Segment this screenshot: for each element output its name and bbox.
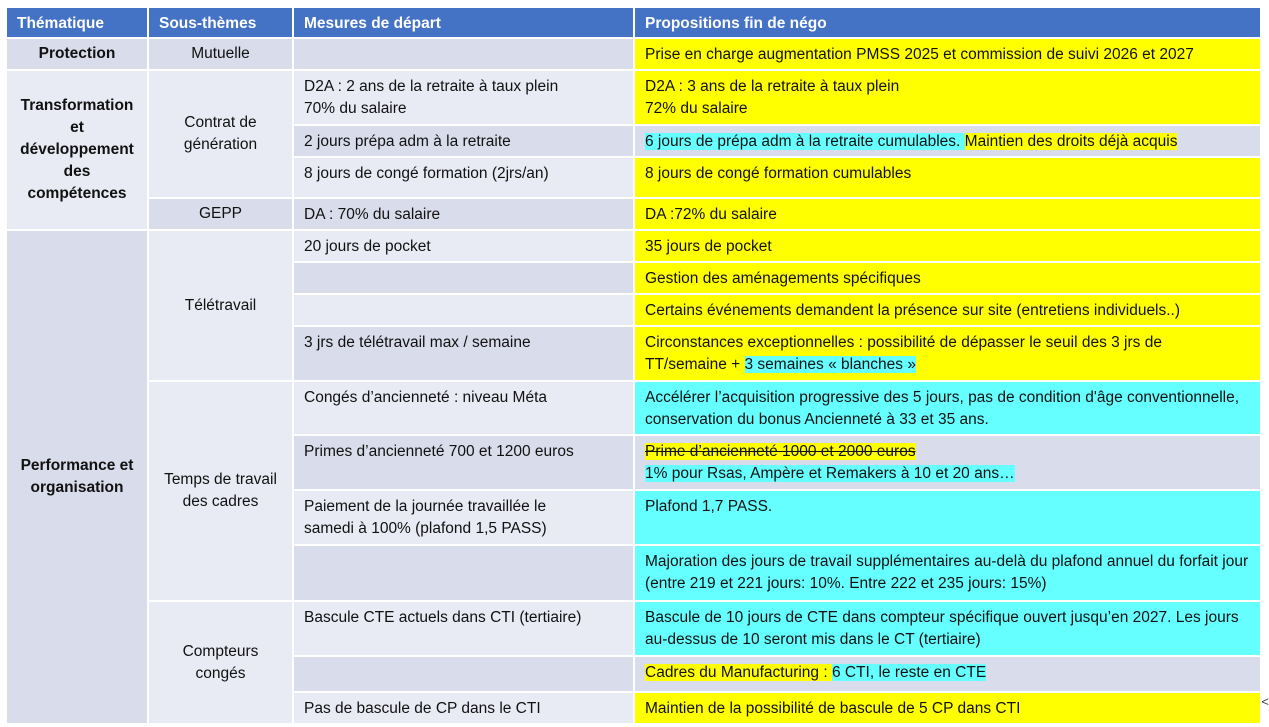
strikethrough-text: Prime d’ancienneté 1000 et 2000 euros <box>645 443 916 460</box>
mesure-bascule-cp: Pas de bascule de CP dans le CTI <box>293 692 634 724</box>
subtheme-line: Contrat de <box>184 114 257 131</box>
highlight-cyan: 6 CTI, le reste en CTE <box>831 664 987 681</box>
proposition-evenements: Certains événements demandent la présence sur site (entretiens individuels..) <box>634 294 1261 326</box>
highlight-cyan: 6 jours de prépa adm à la retraite cumulables. <box>645 133 965 150</box>
table-row <box>6 198 1261 230</box>
proposition-bascule-10: Bascule de 10 jours de CTE dans compteur spécifique ouvert jusqu’en 2027. Les jours au-dessus de 10 seront mis dans le CT (tertiaire) <box>634 601 1261 656</box>
proposition-primes <box>634 435 1261 490</box>
proposition-line: TT/semaine + <box>645 356 745 373</box>
theme-line: développement <box>20 141 134 158</box>
proposition-manufacturing <box>634 656 1261 692</box>
table-row <box>6 381 1261 435</box>
mesure-line: Paiement de la journée travaillée le <box>304 498 547 515</box>
proposition-da: DA :72% du salaire <box>634 198 1261 230</box>
mesure-prepa: 2 jours prépa adm à la retraite <box>293 125 634 157</box>
proposition-majoration: Majoration des jours de travail supplémentaires au-delà du plafond annuel du forfait jour (entre 219 et 221 jours: 10%. Entre 222 et 235 jours: 15%) <box>634 545 1261 601</box>
mesure-empty <box>293 656 634 692</box>
subtheme-line: des cadres <box>182 493 259 510</box>
mesure-empty <box>293 38 634 70</box>
mesure-d2a <box>293 70 634 125</box>
subtheme-line: Temps de travail <box>164 471 277 488</box>
proposition-accelerer: Accélérer l’acquisition progressive des 5 jours, pas de condition d'âge conventionnelle, conservation du bonus Ancienneté à 33 et 35 ans. <box>634 381 1261 435</box>
mesure-pocket: 20 jours de pocket <box>293 230 634 262</box>
mesure-line: samedi à 100% (plafond 1,5 PASS) <box>304 520 547 537</box>
mesure-da: DA : 70% du salaire <box>293 198 634 230</box>
theme-line: Performance et <box>20 457 134 474</box>
highlight-yellow: Maintien des droits déjà acquis <box>964 133 1178 150</box>
theme-line: Transformation <box>20 97 134 114</box>
proposition-d2a <box>634 70 1261 125</box>
theme-transformation <box>6 70 148 230</box>
proposition-prepa <box>634 125 1261 157</box>
negotiation-table <box>5 6 1262 725</box>
header-thematique: Thématique <box>6 7 148 38</box>
subtheme-line: Compteurs <box>182 642 259 660</box>
theme-line: des <box>63 163 91 180</box>
mesure-tt-max: 3 jrs de télétravail max / semaine <box>293 326 634 381</box>
edge-glyph: < <box>1261 694 1269 709</box>
table-row <box>6 601 1261 656</box>
subtheme-line: congés <box>195 664 246 682</box>
proposition-amenagements: Gestion des aménagements spécifiques <box>634 262 1261 294</box>
proposition-plafond: Plafond 1,7 PASS. <box>634 490 1261 545</box>
proposition-conge-formation: 8 jours de congé formation cumulables <box>634 157 1261 198</box>
header-sous-themes: Sous-thèmes <box>148 7 293 38</box>
mesure-empty <box>293 545 634 601</box>
theme-line: et <box>70 119 84 136</box>
subtheme-temps <box>148 381 293 601</box>
subtheme-line: génération <box>183 136 258 153</box>
mesure-line: 70% du salaire <box>304 100 407 117</box>
subtheme-teletravail: Télétravail <box>148 230 293 381</box>
mesure-conges-anciennete: Congés d’ancienneté : niveau Méta <box>293 381 634 435</box>
proposition-pmss: Prise en charge augmentation PMSS 2025 et commission de suivi 2026 et 2027 <box>634 38 1261 70</box>
mesure-empty <box>293 262 634 294</box>
mesure-primes-anciennete: Primes d’ancienneté 700 et 1200 euros <box>293 435 634 490</box>
mesure-line: D2A : 2 ans de la retraite à taux plein <box>304 78 559 95</box>
mesure-conge-formation: 8 jours de congé formation (2jrs/an) <box>293 157 634 198</box>
mesure-paiement-samedi <box>293 490 634 545</box>
proposition-line: Circonstances exceptionnelles : possibilité de dépasser le seuil des 3 jrs de <box>645 334 1162 351</box>
proposition-pocket: 35 jours de pocket <box>634 230 1261 262</box>
mesure-empty <box>293 294 634 326</box>
subtheme-compteurs <box>148 601 293 724</box>
header-row <box>6 7 1261 38</box>
table-row <box>6 230 1261 262</box>
proposition-line: 72% du salaire <box>645 100 748 117</box>
header-mesures: Mesures de départ <box>293 7 634 38</box>
proposition-maintien-cp: Maintien de la possibilité de bascule de 5 CP dans CTI <box>634 692 1261 724</box>
theme-line: organisation <box>30 479 124 496</box>
subtheme-contrat <box>148 70 293 198</box>
subtheme-gepp: GEPP <box>148 198 293 230</box>
theme-line: compétences <box>27 185 127 202</box>
theme-performance <box>6 230 148 724</box>
proposition-circonstances <box>634 326 1261 381</box>
theme-protection: Protection <box>6 38 148 70</box>
subtheme-mutuelle: Mutuelle <box>148 38 293 70</box>
highlight-cyan: 1% pour Rsas, Ampère et Remakers à 10 et 20 ans… <box>645 465 1015 482</box>
proposition-line: D2A : 3 ans de la retraite à taux plein <box>645 78 900 95</box>
table-row <box>6 70 1261 125</box>
highlight-yellow: Cadres du Manufacturing : <box>645 664 832 681</box>
header-propositions: Propositions fin de négo <box>634 7 1261 38</box>
table-row <box>6 38 1261 70</box>
highlight-cyan: 3 semaines « blanches » <box>744 356 916 373</box>
mesure-bascule-cte: Bascule CTE actuels dans CTI (tertiaire) <box>293 601 634 656</box>
